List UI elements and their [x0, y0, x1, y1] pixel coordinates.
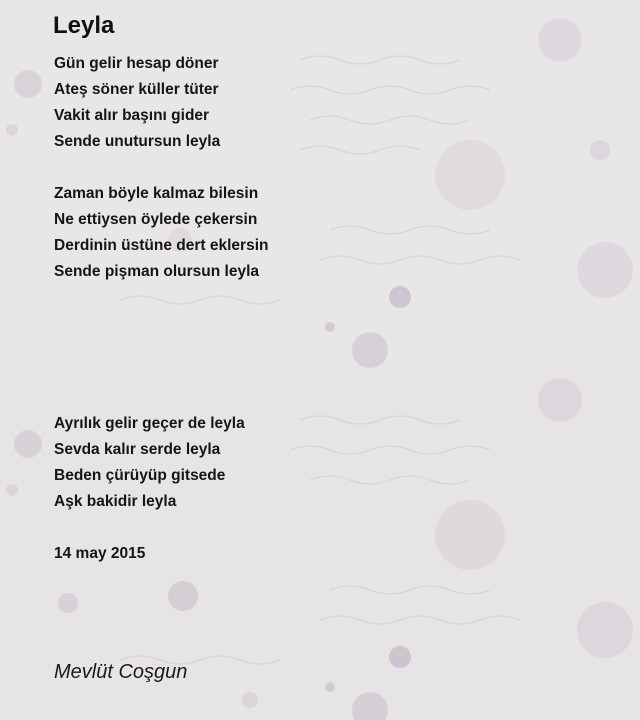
poem-author: Mevlüt Coşgun [54, 661, 188, 683]
poem-line: Sende unutursun leyla [54, 133, 221, 150]
poem-line: Beden çürüyüp gitsede [54, 467, 226, 484]
poem-stanza-2 [54, 181, 268, 285]
poem-line: Ayrılık gelir geçer de leyla [54, 415, 245, 432]
poem-line: Vakit alır başını gider [54, 107, 210, 124]
poem-date: 14 may 2015 [54, 545, 146, 562]
poem-title: Leyla [53, 12, 115, 39]
poem-line: Sende pişman olursun leyla [54, 263, 260, 280]
poem-stanza-3 [54, 411, 245, 515]
poem-line: Ateş söner küller tüter [54, 81, 219, 98]
poem-line: Zaman böyle kalmaz bilesin [54, 185, 259, 202]
poem-line: Gün gelir hesap döner [54, 55, 219, 72]
poem-line: Sevda kalır serde leyla [54, 441, 221, 458]
poem-stanza-1 [54, 51, 220, 155]
poem-line: Aşk bakidir leyla [54, 493, 177, 510]
poem-line: Derdinin üstüne dert eklersin [54, 237, 269, 254]
poem-line: Ne ettiysen öylede çekersin [54, 211, 258, 228]
